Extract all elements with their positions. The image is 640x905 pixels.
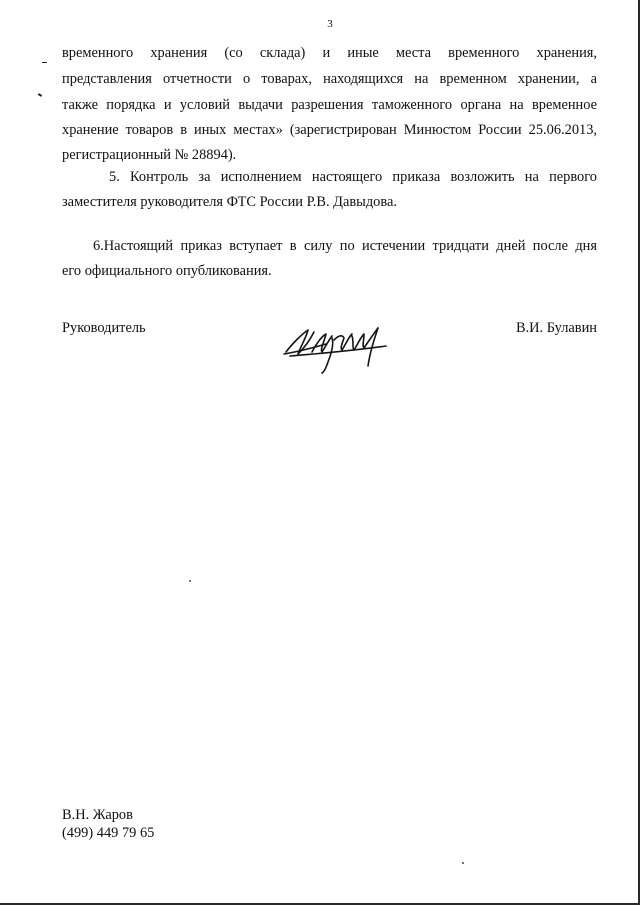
paragraph-top-line-2: представления отчетности о товарах, находящихся на временном хранении, а: [62, 71, 597, 87]
margin-dash-mark: [42, 62, 47, 63]
scan-speck: [189, 580, 191, 582]
paragraph-6-line-1: 6.Настоящий приказ вступает в силу по истечении тридцати дней после дня: [93, 238, 597, 254]
paragraph-top-line-5: регистрационный № 28894).: [62, 147, 237, 163]
paragraph-top-line-4: хранение товаров в иных местах» (зарегистрирован Минюстом России 25.06.2013,: [62, 122, 597, 138]
page-number: 3: [327, 18, 333, 30]
handwritten-signature: [282, 322, 394, 374]
paragraph-5-line-2: заместителя руководителя ФТС России Р.В. Давыдова.: [62, 194, 397, 210]
paragraph-top-line-3: также порядка и условий выдачи разрешения таможенного органа на временное: [62, 97, 597, 113]
paragraph-5-line-1: 5. Контроль за исполнением настоящего приказа возложить на первого: [109, 169, 597, 185]
contact-phone: (499) 449 79 65: [62, 825, 155, 841]
signatory-name: В.И. Булавин: [515, 320, 597, 336]
signatory-position: Руководитель: [62, 320, 146, 336]
paragraph-6-line-2: его официального опубликования.: [62, 263, 272, 279]
contact-name: В.Н. Жаров: [62, 807, 133, 823]
scan-speck: [462, 862, 464, 864]
paragraph-top-line-1: временного хранения (со склада) и иные места временного хранения,: [62, 45, 597, 61]
